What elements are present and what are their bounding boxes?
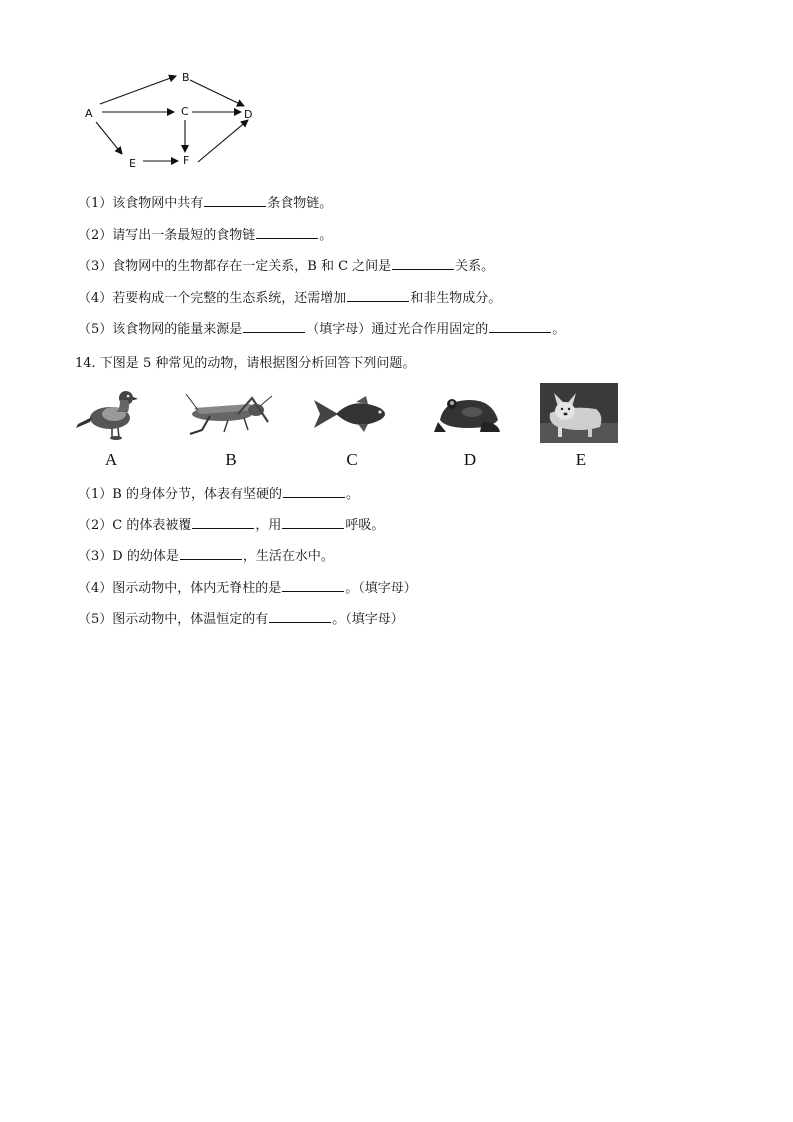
node-a: A xyxy=(85,107,93,120)
node-b: B xyxy=(182,71,190,84)
arrow-a-b xyxy=(100,76,176,104)
q13-sub5: （5）该食物网的能量来源是 （填字母）通过光合作用固定的 。 xyxy=(78,322,566,337)
answer-blank[interactable] xyxy=(204,194,266,207)
node-c: C xyxy=(181,105,189,118)
animal-label-e: E xyxy=(575,450,587,469)
animal-figures xyxy=(0,380,793,470)
q13-sub2: （2）请写出一条最短的食物链 。 xyxy=(78,228,333,243)
q14-sub3: （3）D 的幼体是 ，生活在水中。 xyxy=(78,549,334,564)
answer-blank[interactable] xyxy=(243,320,305,333)
q14-sub5: （5）图示动物中，体温恒定的有 。（填字母） xyxy=(78,612,404,627)
animal-label-d: D xyxy=(463,450,477,469)
answer-blank[interactable] xyxy=(347,289,409,302)
dog-photo xyxy=(540,383,618,443)
answer-blank[interactable] xyxy=(180,547,242,560)
food-web-diagram xyxy=(78,64,278,176)
node-d: D xyxy=(244,108,253,121)
fish-icon xyxy=(310,394,394,434)
q14-sub1: （1）B 的身体分节，体表有坚硬的 。 xyxy=(78,487,359,502)
q14-sub2: （2）C 的体表被覆 ，用 呼吸。 xyxy=(78,518,385,533)
frog-icon xyxy=(432,392,502,434)
grasshopper-icon xyxy=(180,390,274,436)
answer-blank[interactable] xyxy=(256,226,318,239)
q13-sub1: （1）该食物网中共有 条食物链。 xyxy=(78,196,333,211)
animal-label-a: A xyxy=(104,450,118,469)
answer-blank[interactable] xyxy=(392,257,454,270)
animal-label-c: C xyxy=(346,450,358,469)
answer-blank[interactable] xyxy=(282,516,344,529)
arrow-f-d xyxy=(198,120,248,162)
q14-sub4: （4）图示动物中，体内无脊柱的是 。（填字母） xyxy=(78,581,417,596)
pigeon-icon xyxy=(76,384,140,444)
q14-title: 14. 下图是 5 种常见的动物，请根据图分析回答下列问题。 xyxy=(75,356,416,371)
answer-blank[interactable] xyxy=(489,320,551,333)
node-f: F xyxy=(183,154,190,167)
answer-blank[interactable] xyxy=(269,610,331,623)
answer-blank[interactable] xyxy=(282,579,344,592)
node-e: E xyxy=(129,157,136,170)
arrow-a-e xyxy=(96,122,122,154)
q13-sub3: （3）食物网中的生物都存在一定关系，B 和 C 之间是 关系。 xyxy=(78,259,495,274)
answer-blank[interactable] xyxy=(192,516,254,529)
q13-sub4: （4）若要构成一个完整的生态系统，还需增加 和非生物成分。 xyxy=(78,291,502,306)
animal-label-b: B xyxy=(225,450,237,469)
arrow-b-d xyxy=(190,80,244,106)
answer-blank[interactable] xyxy=(283,485,345,498)
